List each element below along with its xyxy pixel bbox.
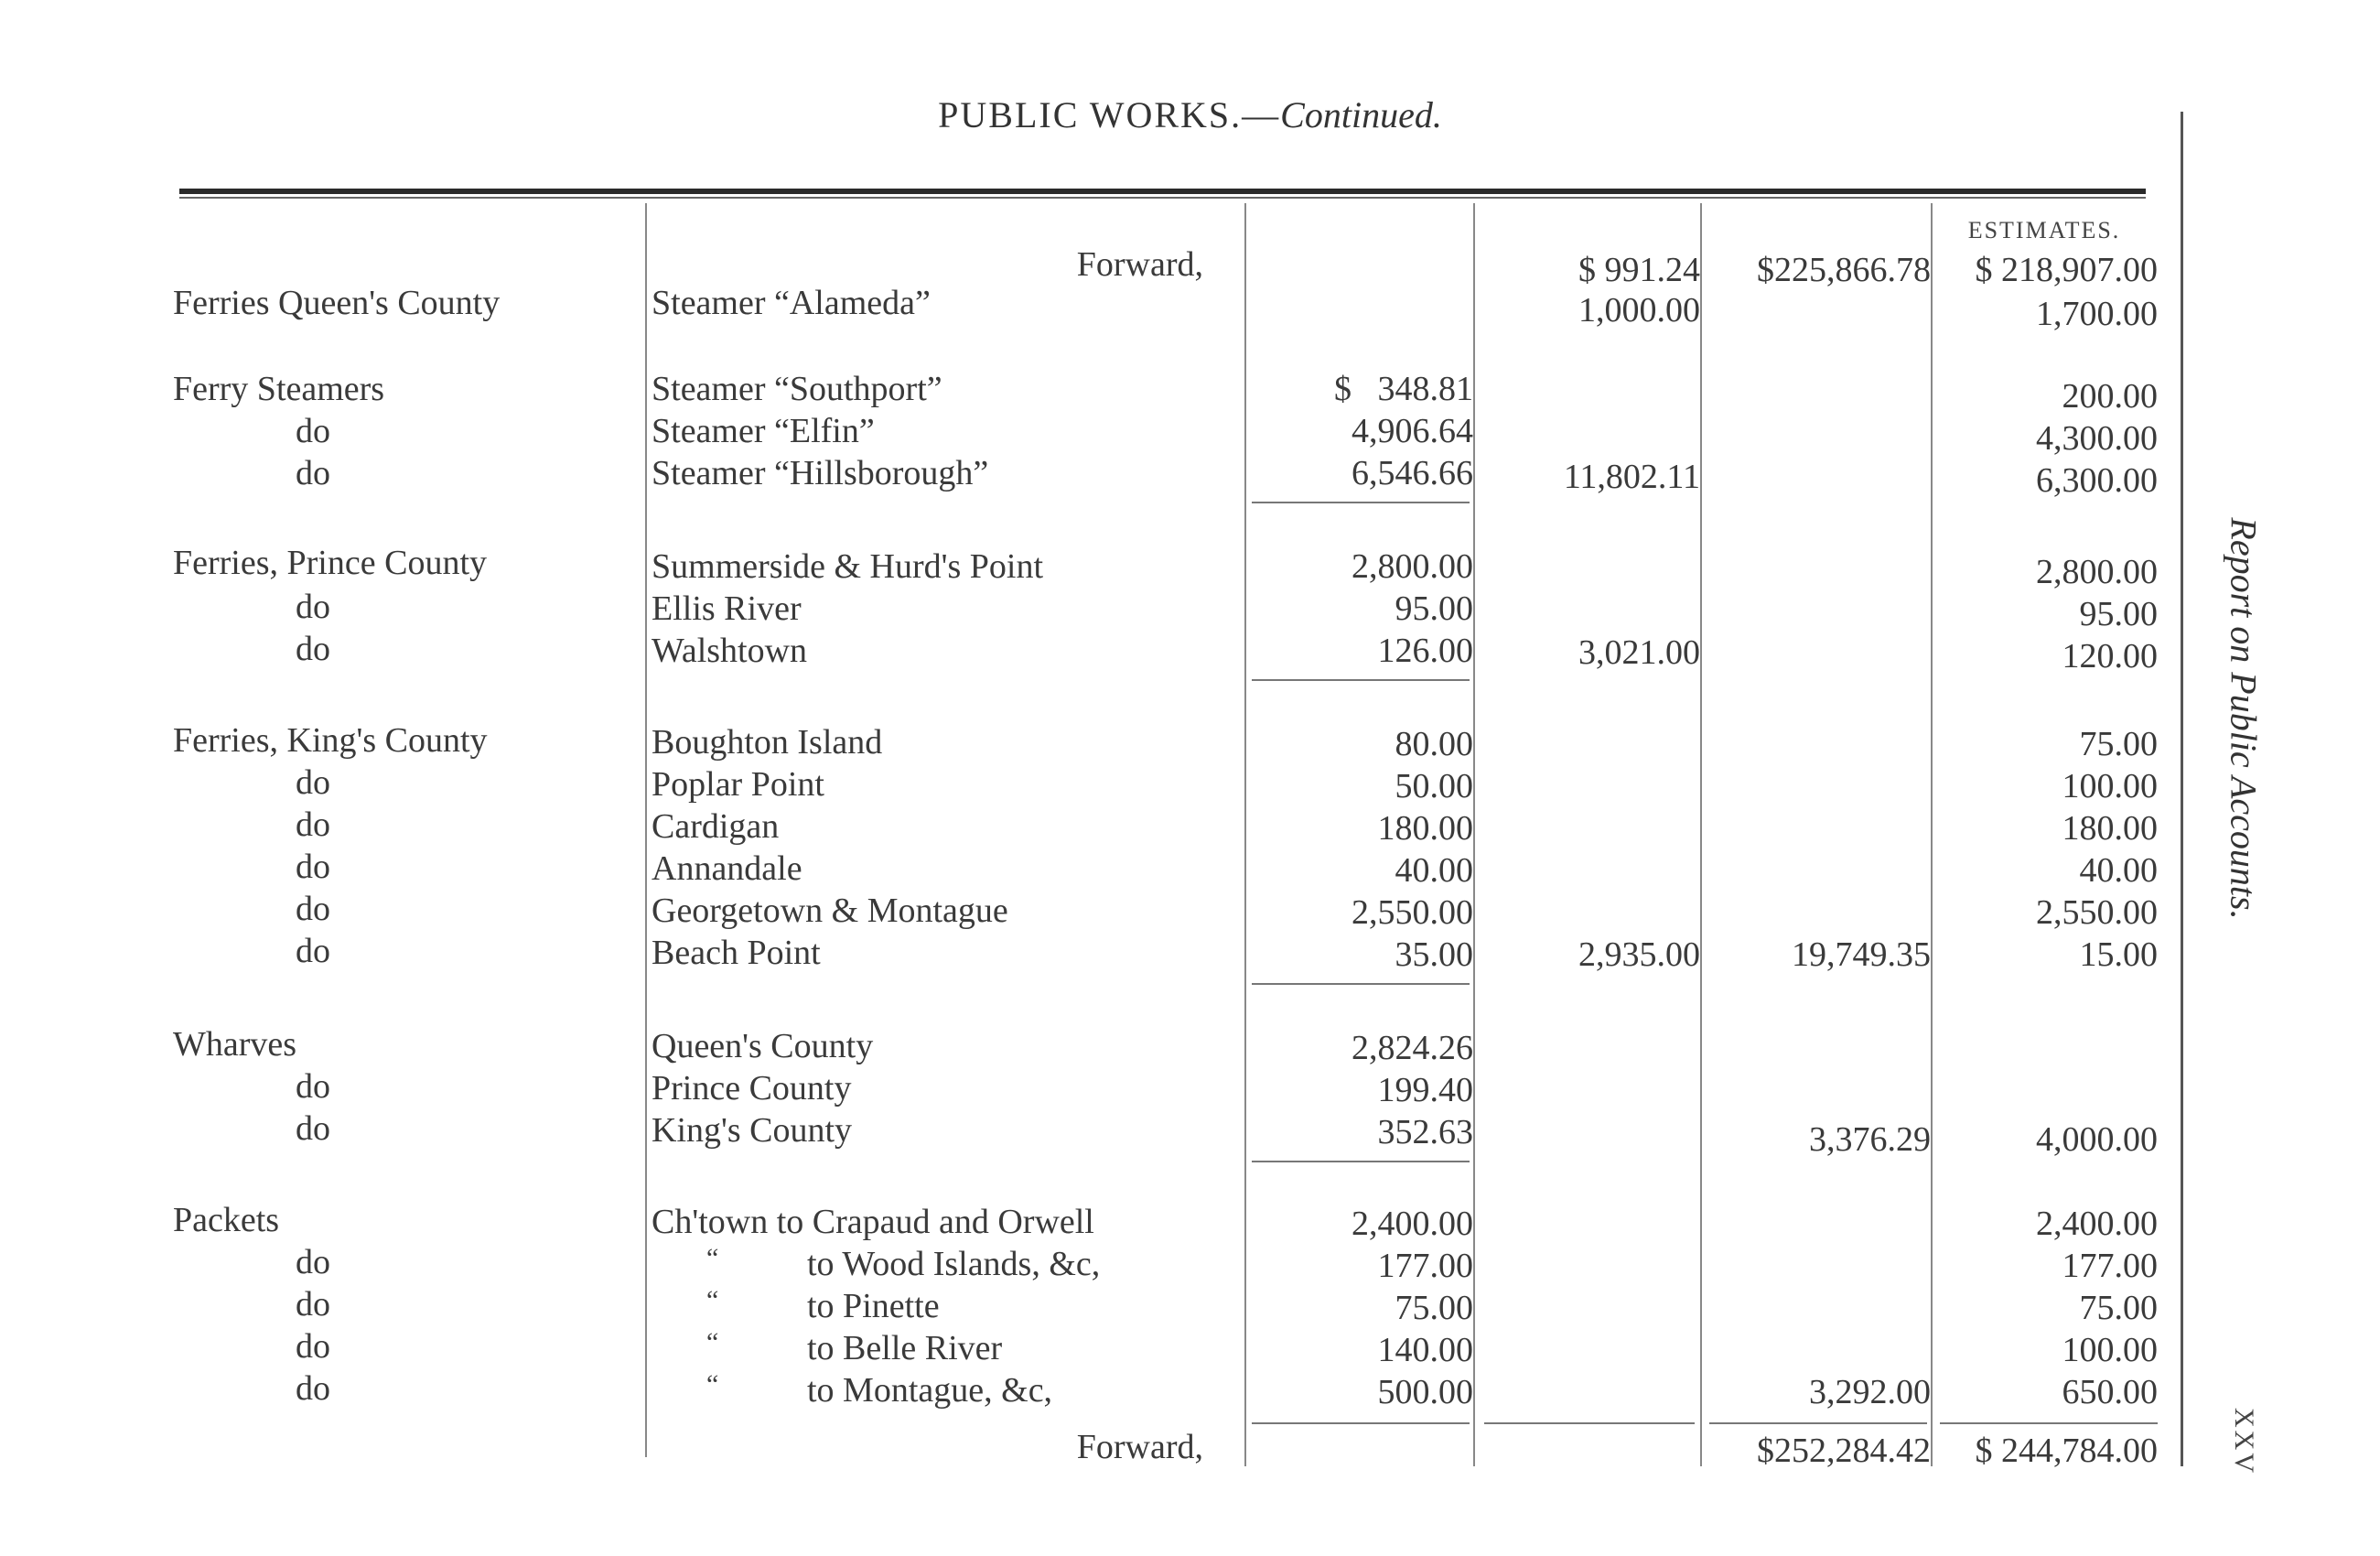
row-category: do xyxy=(296,932,330,970)
total-rule xyxy=(1484,1422,1695,1424)
forward-label-bottom: Forward, xyxy=(1076,1428,1203,1466)
row-col4: 11,802.11 xyxy=(1563,458,1700,496)
row-category: do xyxy=(296,1109,330,1148)
row-category: do xyxy=(296,1327,330,1366)
row-item: Steamer “Alameda” xyxy=(652,284,931,322)
row-category: do xyxy=(296,454,330,492)
column-divider-1 xyxy=(645,203,647,1457)
ledger-page: PUBLIC WORKS.—Continued. Report on Public Accounts. XXV ESTIMATES. Forward, $ 991.24 $225,866.78 $ 218,907.00 Ferries Queen's County Steamer “Alameda” 1,000.00 1,700.00 Ferry Steamers Steamer “Southport” $ 348.81 200.00 do Steamer “Elfin” 4,906.64 4,300.00 do Steamer “Hillsborough” 6,546.66 11,802.11 6,300.00 Ferries, Prince County Summerside & Hurd's Point 2,800.00 2,800.00 do Ellis River 95.00 95.00 do Walshtown 126.00 3,021.00 120.00 Ferries, King's County Boughton Island 80.00 75.00 do Poplar Point 50.00 100.00 do Cardigan 180.00 180.00 do Annandale 40.00 40.00 do Georgetown & Montague 2,550.00 2,550.00 do Beach Point 35.00 2,935.00 19,749.35 15.00 Wharves Queen's County 2,824.26 do Prince County 199.40 do King's County 352.63 3,376.29 4,000.00 Packets Ch'town to Crapaud and Orwell 2,400.00 2,400.00 do “ to Wood Islands, &c, 177.00 177.00 do “ to Pinette 75.00 75.00 do “ to Belle River 140.00 100.00 do “ to Montague, &c, 500.00 3,292.00 650.00 Forward, $252,284.42 $ 244,784.00 xyxy=(0,0,2380,1556)
row-col4: 2,935.00 xyxy=(1578,935,1700,974)
row-category: Ferries, Prince County xyxy=(173,544,488,582)
row-category: Packets xyxy=(173,1201,280,1239)
row-col6: 177.00 xyxy=(2062,1247,2158,1285)
row-category: do xyxy=(296,588,330,626)
title-continued: Continued. xyxy=(1280,94,1442,135)
row-col3: 199.40 xyxy=(1377,1071,1473,1109)
row-item: Ellis River xyxy=(652,589,802,628)
row-col3: 80.00 xyxy=(1395,725,1473,763)
row-item: Beach Point xyxy=(652,934,821,972)
row-item: Steamer “Hillsborough” xyxy=(652,454,989,492)
row-category: do xyxy=(296,848,330,886)
row-item: to Pinette xyxy=(807,1287,940,1325)
row-col5: 3,292.00 xyxy=(1809,1373,1931,1411)
row-item: Annandale xyxy=(652,849,802,888)
row-item: Queen's County xyxy=(652,1027,874,1065)
row-col4: 3,021.00 xyxy=(1578,633,1700,672)
row-col5: 19,749.35 xyxy=(1792,935,1931,974)
row-col6: 4,000.00 xyxy=(2036,1120,2158,1159)
row-col3: 4,906.64 xyxy=(1352,412,1473,450)
total-rule xyxy=(1252,1422,1470,1424)
row-col3: 2,824.26 xyxy=(1352,1029,1473,1067)
row-category: Ferry Steamers xyxy=(173,370,385,408)
row-item: Cardigan xyxy=(652,807,780,846)
row-category: Ferries, King's County xyxy=(173,721,488,760)
row-col4: 1,000.00 xyxy=(1578,291,1700,330)
header-rule-thin xyxy=(179,197,2146,199)
forward-top-col5: $225,866.78 xyxy=(1757,251,1931,289)
row-category: Wharves xyxy=(173,1025,297,1064)
row-col3: 352.63 xyxy=(1377,1113,1473,1151)
column-divider-3 xyxy=(1473,203,1475,1466)
subtotal-rule xyxy=(1252,1161,1470,1162)
row-col6: 40.00 xyxy=(2079,851,2158,890)
column-divider-4 xyxy=(1700,203,1702,1466)
row-category: do xyxy=(296,890,330,928)
title-main: PUBLIC WORKS.— xyxy=(938,94,1281,135)
row-col6: 120.00 xyxy=(2062,637,2158,675)
row-col3: 2,550.00 xyxy=(1352,893,1473,932)
row-col6: 180.00 xyxy=(2062,809,2158,848)
row-item: to Wood Islands, &c, xyxy=(807,1245,1101,1283)
row-item: Steamer “Southport” xyxy=(652,370,942,408)
row-col6: 15.00 xyxy=(2079,935,2158,974)
subtotal-rule xyxy=(1252,502,1470,503)
subtotal-rule xyxy=(1252,983,1470,985)
row-col3: 126.00 xyxy=(1377,632,1473,670)
subtotal-rule xyxy=(1252,679,1470,681)
row-item: King's County xyxy=(652,1111,853,1150)
row-item: Walshtown xyxy=(652,632,808,670)
row-col6: 75.00 xyxy=(2079,1289,2158,1327)
row-category: do xyxy=(296,412,330,450)
row-col6: 1,700.00 xyxy=(2036,295,2158,333)
ditto-mark: “ xyxy=(706,1369,719,1399)
page-title xyxy=(0,93,2380,136)
row-category: do xyxy=(296,1243,330,1281)
row-col6: 95.00 xyxy=(2079,595,2158,633)
row-item: Prince County xyxy=(652,1069,852,1108)
row-category: do xyxy=(296,1369,330,1408)
row-category: do xyxy=(296,805,330,844)
row-category: Ferries Queen's County xyxy=(173,284,501,322)
row-item: Steamer “Elfin” xyxy=(652,412,875,450)
total-rule xyxy=(1940,1422,2158,1424)
row-col6: 6,300.00 xyxy=(2036,461,2158,500)
row-col3: 40.00 xyxy=(1395,851,1473,890)
row-col3: 177.00 xyxy=(1377,1247,1473,1285)
forward-top-col6: $ 218,907.00 xyxy=(1975,251,2158,289)
ditto-mark: “ xyxy=(706,1285,719,1315)
row-col3: 35.00 xyxy=(1395,935,1473,974)
row-col6: 2,800.00 xyxy=(2036,553,2158,591)
row-col6: 75.00 xyxy=(2079,725,2158,763)
forward-top-col4: $ 991.24 xyxy=(1578,251,1700,289)
row-col3: 6,546.66 xyxy=(1352,454,1473,492)
row-col6: 100.00 xyxy=(2062,767,2158,805)
row-col5: 3,376.29 xyxy=(1809,1120,1931,1159)
row-col3: 95.00 xyxy=(1395,589,1473,628)
row-col3: $ 348.81 xyxy=(1334,370,1473,408)
row-item: Ch'town to Crapaud and Orwell xyxy=(652,1203,1094,1241)
row-col6: 100.00 xyxy=(2062,1331,2158,1369)
estimates-header: ESTIMATES. xyxy=(1967,217,2121,243)
ditto-mark: “ xyxy=(706,1243,719,1273)
row-item: to Montague, &c, xyxy=(807,1371,1053,1410)
header-rule-thick xyxy=(179,189,2146,194)
row-col3: 75.00 xyxy=(1395,1289,1473,1327)
row-col6: 650.00 xyxy=(2062,1373,2158,1411)
row-item: to Belle River xyxy=(807,1329,1003,1367)
margin-rule xyxy=(2181,112,2183,1466)
row-category: do xyxy=(296,763,330,802)
row-item: Poplar Point xyxy=(652,765,824,804)
row-col3: 500.00 xyxy=(1377,1373,1473,1411)
ditto-mark: “ xyxy=(706,1327,719,1357)
row-col6: 4,300.00 xyxy=(2036,419,2158,458)
row-item: Georgetown & Montague xyxy=(652,891,1008,930)
row-col3: 180.00 xyxy=(1377,809,1473,848)
row-col3: 140.00 xyxy=(1377,1331,1473,1369)
total-rule xyxy=(1709,1422,1927,1424)
row-item: Boughton Island xyxy=(652,723,883,762)
row-category: do xyxy=(296,630,330,668)
row-col6: 200.00 xyxy=(2062,377,2158,416)
row-col3: 2,800.00 xyxy=(1352,547,1473,586)
row-col3: 2,400.00 xyxy=(1352,1205,1473,1243)
row-col3: 50.00 xyxy=(1395,767,1473,805)
row-category: do xyxy=(296,1285,330,1324)
row-item: Summerside & Hurd's Point xyxy=(652,547,1044,586)
row-col6: 2,400.00 xyxy=(2036,1205,2158,1243)
forward-bottom-col6: $ 244,784.00 xyxy=(1975,1432,2158,1470)
forward-label-top: Forward, xyxy=(1076,245,1203,284)
forward-bottom-col5: $252,284.42 xyxy=(1757,1432,1931,1470)
row-category: do xyxy=(296,1067,330,1106)
row-col6: 2,550.00 xyxy=(2036,893,2158,932)
